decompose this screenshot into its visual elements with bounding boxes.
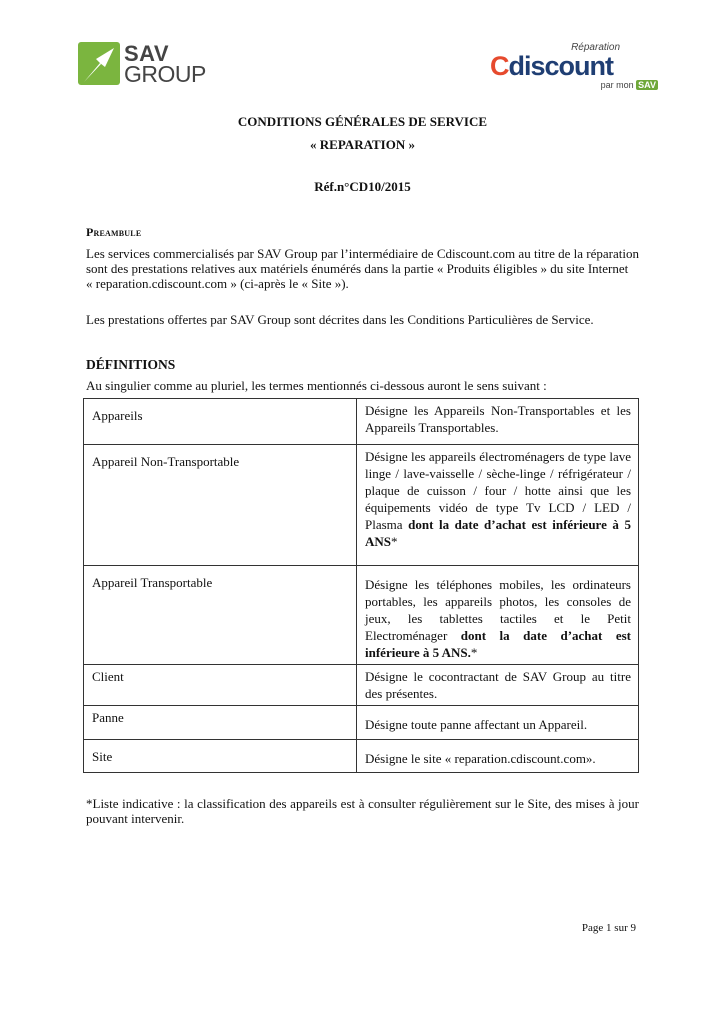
sav-group-logo-icon [78,42,120,85]
table-row [84,665,639,706]
table-row [84,566,639,665]
preamble-paragraph-1-body: Les services commercialisés par SAV Group par l’intermédiaire de Cdiscount.com au titre de la réparation sont des prestations relatives aux matériels énumérés dans la partie « Produits éligibles » du site Internet [86,246,639,276]
document-reference: Réf.n°CD10/2015 [314,179,411,194]
definition-term: Appareil Transportable [84,566,357,665]
sav-group-logo-line1: SAV [124,41,170,66]
cdiscount-logo-name: Cdiscount [490,51,613,81]
definition-term: Appareil Non-Transportable [84,445,357,566]
document-subtitle: « REPARATION » [310,137,415,152]
preamble-heading: Preambule [86,225,142,239]
definition-term: Panne [84,706,357,740]
preamble-paragraph-2: Les prestations offertes par SAV Group sont décrites dans les Conditions Particulières de Service. [86,312,594,327]
cdiscount-logo-reparation: Réparation [571,42,620,53]
table-row [84,706,639,740]
definition-description: Désigne les Appareils Non-Transportables et les Appareils Transportables. [357,399,639,445]
definition-description: Désigne le site « reparation.cdiscount.com». [357,740,639,773]
definitions-footnote: *Liste indicative : la classification des appareils est à consulter régulièrement sur le Site, des mises à jour pouvant intervenir. [86,796,639,826]
definitions-intro: Au singulier comme au pluriel, les termes mentionnés ci-dessous auront le sens suivant : [86,378,547,393]
definition-term: Client [84,665,357,706]
definition-term: Appareils [84,399,357,445]
definition-description: Désigne toute panne affectant un Appareil. [357,706,639,740]
table-row [84,740,639,773]
cdiscount-logo-par-mon-sav: par mon SAV [600,80,656,90]
sav-group-logo-line2: GROUP [124,61,206,87]
definition-term: Site [84,740,357,773]
definition-description: Désigne les appareils électroménagers de type lave linge / lave-vaisselle / sèche-linge / réfrigérateur / plaque de cuisson / four / hotte ainsi que les équipements vidéo de type Tv LCD / LED / Plasma dont la date d’achat est inférieure à 5 ANS* [357,445,639,566]
page-number: Page 1 sur 9 [581,922,636,934]
preamble-paragraph-1 [86,246,639,291]
cdiscount-reparation-logo [490,40,658,94]
preamble-paragraph-1-site: « reparation.cdiscount.com » (ci-après le « Site »). [86,276,349,291]
table-row [84,399,639,445]
sav-group-logo [78,42,206,88]
table-row [84,445,639,566]
definitions-table [83,398,639,773]
definitions-heading: DÉFINITIONS [86,357,176,372]
definition-description: Désigne le cocontractant de SAV Group au titre des présentes. [357,665,639,706]
definition-description: Désigne les téléphones mobiles, les ordinateurs portables, les appareils photos, les consoles de jeux, les tablettes tactiles et le Petit Electroménager dont la date d’achat est inférieure à 5 ANS.* [357,566,639,665]
document-title: CONDITIONS GÉNÉRALES DE SERVICE [237,114,488,129]
